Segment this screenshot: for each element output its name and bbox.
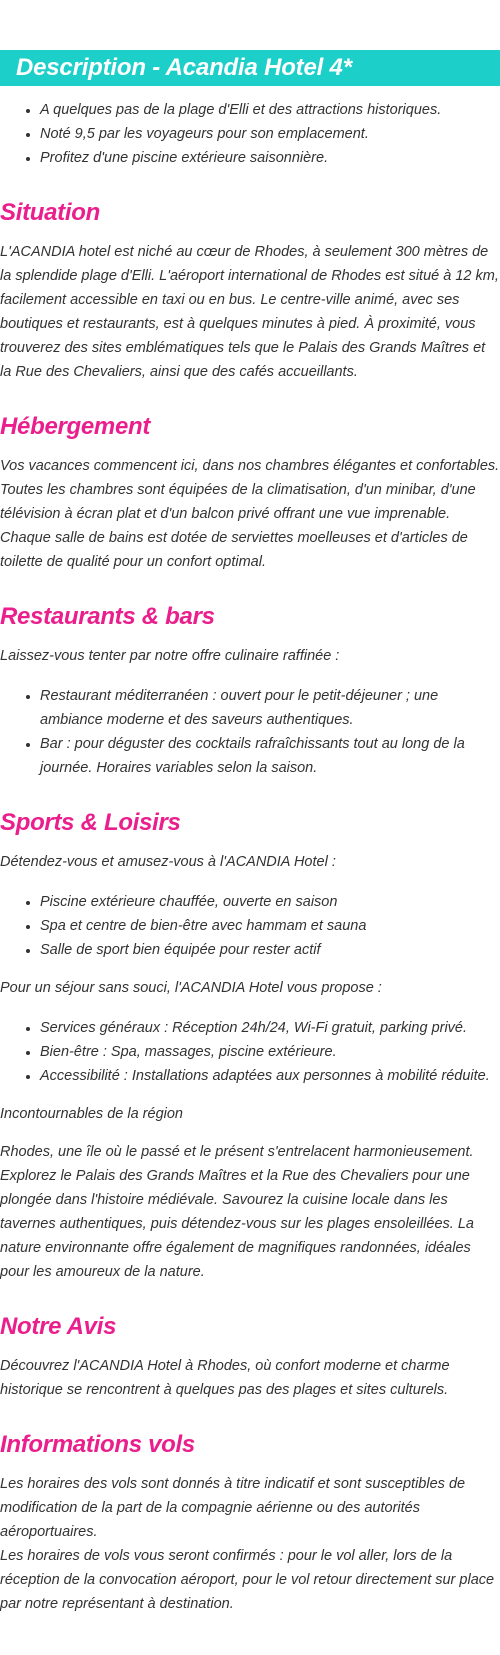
- situation-text: L'ACANDIA hotel est niché au cœur de Rhodes, à seulement 300 mètres de la splendide plage d'Elli. L'aéroport international de Rhodes est situé à 12 km, facilement accessible en taxi ou en bus. Le centre-ville animé, avec ses boutiques et restaurants, est à quelques minutes à pied. À proximité, vous trouverez des sites emblématiques tels que le Palais des Grands Maîtres et la Rue des Chevaliers, ainsi que des cafés accueillants.: [0, 244, 499, 380]
- list-item: • Piscine extérieure chauffée, ouverte en saison: [40, 890, 500, 914]
- restaurants-intro: Laissez-vous tenter par notre offre culinaire raffinée :: [0, 648, 340, 664]
- section-heading-sports: Sports & Loisirs: [0, 809, 181, 836]
- list-item: • Spa et centre de bien-être avec hammam et sauna: [40, 914, 500, 938]
- list-item: • Bar : pour déguster des cocktails rafraîchissants tout au long de la journée. Horaires variables selon la saison.: [40, 732, 500, 780]
- list-item: • Restaurant méditerranéen : ouvert pour le petit-déjeuner ; une ambiance moderne et des saveurs authentiques.: [40, 684, 500, 732]
- sports-list: [0, 890, 500, 962]
- region-text: Rhodes, une île où le passé et le présent s'entrelacent harmonieusement. Explorez le Palais des Grands Maîtres et la Rue des Chevaliers pour une plongée dans l'histoire médiévale. Savourez la cuisine locale dans les tavernes authentiques, puis détendez-vous sur les plages ensoleillées. La nature environnante offre également de magnifiques randonnées, idéales pour les amoureux de la nature.: [0, 1144, 474, 1280]
- section-heading-situation: Situation: [0, 199, 100, 226]
- section-heading-restaurants: Restaurants & bars: [0, 603, 215, 630]
- section-heading-avis: Notre Avis: [0, 1313, 117, 1340]
- section-heading-hebergement: Hébergement: [0, 413, 151, 440]
- services-intro: Pour un séjour sans souci, l'ACANDIA Hotel vous propose :: [0, 980, 382, 996]
- list-item: • Services généraux : Réception 24h/24, Wi-Fi gratuit, parking privé.: [40, 1016, 500, 1040]
- list-item: • Salle de sport bien équipée pour rester actif: [40, 938, 500, 962]
- highlights-list: [0, 98, 500, 170]
- restaurants-list: [0, 684, 500, 780]
- list-item: • Bien-être : Spa, massages, piscine extérieure.: [40, 1040, 500, 1064]
- list-item: • Profitez d'une piscine extérieure saisonnière.: [40, 146, 500, 170]
- sports-intro: Détendez-vous et amusez-vous à l'ACANDIA Hotel :: [0, 854, 336, 870]
- list-item: • Noté 9,5 par les voyageurs pour son emplacement.: [40, 122, 500, 146]
- vols-text-2: Les horaires de vols vous seront confirmés : pour le vol aller, lors de la réception de la convocation aéroport, pour le vol retour directement sur place par notre représentant à destination.: [0, 1548, 495, 1612]
- region-label: Incontournables de la région: [0, 1106, 183, 1122]
- services-list: [0, 1016, 500, 1088]
- description-banner: Description - Acandia Hotel 4*: [0, 50, 500, 86]
- list-item: • Accessibilité : Installations adaptées aux personnes à mobilité réduite.: [40, 1064, 500, 1088]
- list-item: • A quelques pas de la plage d'Elli et des attractions historiques.: [40, 98, 500, 122]
- section-heading-vols: Informations vols: [0, 1431, 195, 1458]
- avis-text: Découvrez l'ACANDIA Hotel à Rhodes, où confort moderne et charme historique se rencontrent à quelques pas des plages et sites culturels.: [0, 1358, 450, 1398]
- hebergement-text: Vos vacances commencent ici, dans nos chambres élégantes et confortables. Toutes les chambres sont équipées de la climatisation, d'un minibar, d'une télévision à écran plat et d'un balcon privé offrant une vue imprenable. Chaque salle de bains est dotée de serviettes moelleuses et d'articles de toilette de qualité pour un confort optimal.: [0, 458, 500, 570]
- vols-text-1: Les horaires des vols sont donnés à titre indicatif et sont susceptibles de modification de la part de la compagnie aérienne ou des autorités aéroportuaires.: [0, 1476, 466, 1540]
- description-content: [0, 98, 500, 1616]
